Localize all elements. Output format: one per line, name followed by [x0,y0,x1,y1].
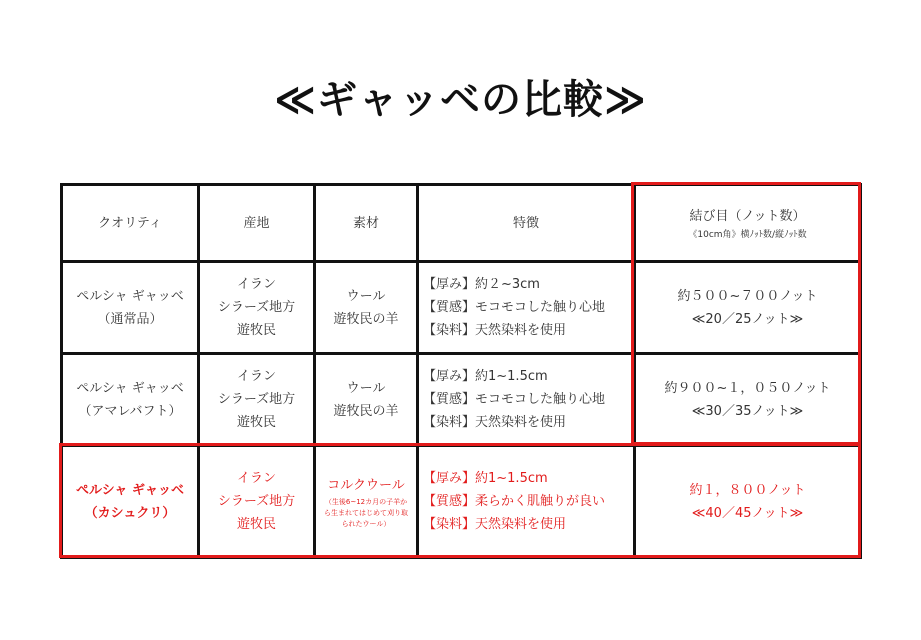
header-knots [635,185,861,262]
quality-cell [62,262,199,354]
quality-name: ペルシャ ギャッベ [76,482,184,498]
origin-region: シラーズ地方 [217,494,296,509]
features-cell [418,354,635,446]
material-name: ウール [346,288,386,304]
knots-total: 約９００~１，０５０ノット [664,380,831,396]
features-cell [418,262,635,354]
material-cell [315,354,418,446]
origin-region: シラーズ地方 [217,300,296,315]
comparison-table [60,183,862,559]
features-cell [418,446,635,558]
quality-cell [62,354,199,446]
feature-texture: 【質感】モコモコした触り心地 [423,392,606,407]
origin-cell [199,354,315,446]
table-row [62,262,861,354]
origin-country: イラン [236,471,276,486]
quality-variant: （カシュクリ） [84,505,176,521]
knots-total: 約１，８００ノット [689,482,806,498]
origin-cell [199,446,315,558]
knots-total: 約５００~７００ノット [677,288,818,304]
origin-cell [199,262,315,354]
material-note: （生後6~12カ月の子羊から生まれてはじめて刈り取られたウール） [324,497,408,528]
knots-per-10cm: ≪30／35ノット≫ [691,403,804,419]
quality-cell [62,446,199,558]
knots-cell [635,262,861,354]
material-source: 遊牧民の羊 [333,403,399,419]
material-name: コルクウール [327,477,405,493]
feature-dye: 【染料】天然染料を使用 [423,517,567,532]
feature-thickness: 【厚み】約1~1.5cm [423,471,548,486]
quality-variant: （通常品） [97,311,163,327]
feature-thickness: 【厚み】約２~3cm [423,277,540,292]
material-cell [315,446,418,558]
header-knots-label: 結び目（ノット数） [689,208,806,224]
knots-cell [635,446,861,558]
header-knots-sub: 《10cm角》横ﾉｯﾄ数/縦ﾉｯﾄ数 [688,229,807,240]
header-features: 特徴 [418,185,635,262]
feature-dye: 【染料】天然染料を使用 [423,323,567,338]
origin-people: 遊牧民 [236,323,276,338]
material-cell [315,262,418,354]
table-row-highlighted [62,446,861,558]
knots-cell [635,354,861,446]
feature-texture: 【質感】モコモコした触り心地 [423,300,606,315]
quality-name: ペルシャ ギャッベ [76,288,184,304]
origin-country: イラン [236,277,276,292]
material-source: 遊牧民の羊 [333,311,399,327]
quality-variant: （アマレバフト） [78,403,182,419]
header-quality: クオリティ [62,185,199,262]
knots-per-10cm: ≪20／25ノット≫ [691,311,804,327]
header-material: 素材 [315,185,418,262]
knots-per-10cm: ≪40／45ノット≫ [691,505,804,521]
header-origin: 産地 [199,185,315,262]
feature-thickness: 【厚み】約1~1.5cm [423,369,548,384]
feature-texture: 【質感】柔らかく肌触りが良い [423,494,606,509]
origin-people: 遊牧民 [236,415,276,430]
material-name: ウール [346,380,386,396]
origin-people: 遊牧民 [236,517,276,532]
feature-dye: 【染料】天然染料を使用 [423,415,567,430]
origin-country: イラン [236,369,276,384]
table-row [62,354,861,446]
header-row [62,185,861,262]
quality-name: ペルシャ ギャッベ [76,380,184,396]
origin-region: シラーズ地方 [217,392,296,407]
page-title: ≪ギャッベの比較≫ [274,77,647,123]
